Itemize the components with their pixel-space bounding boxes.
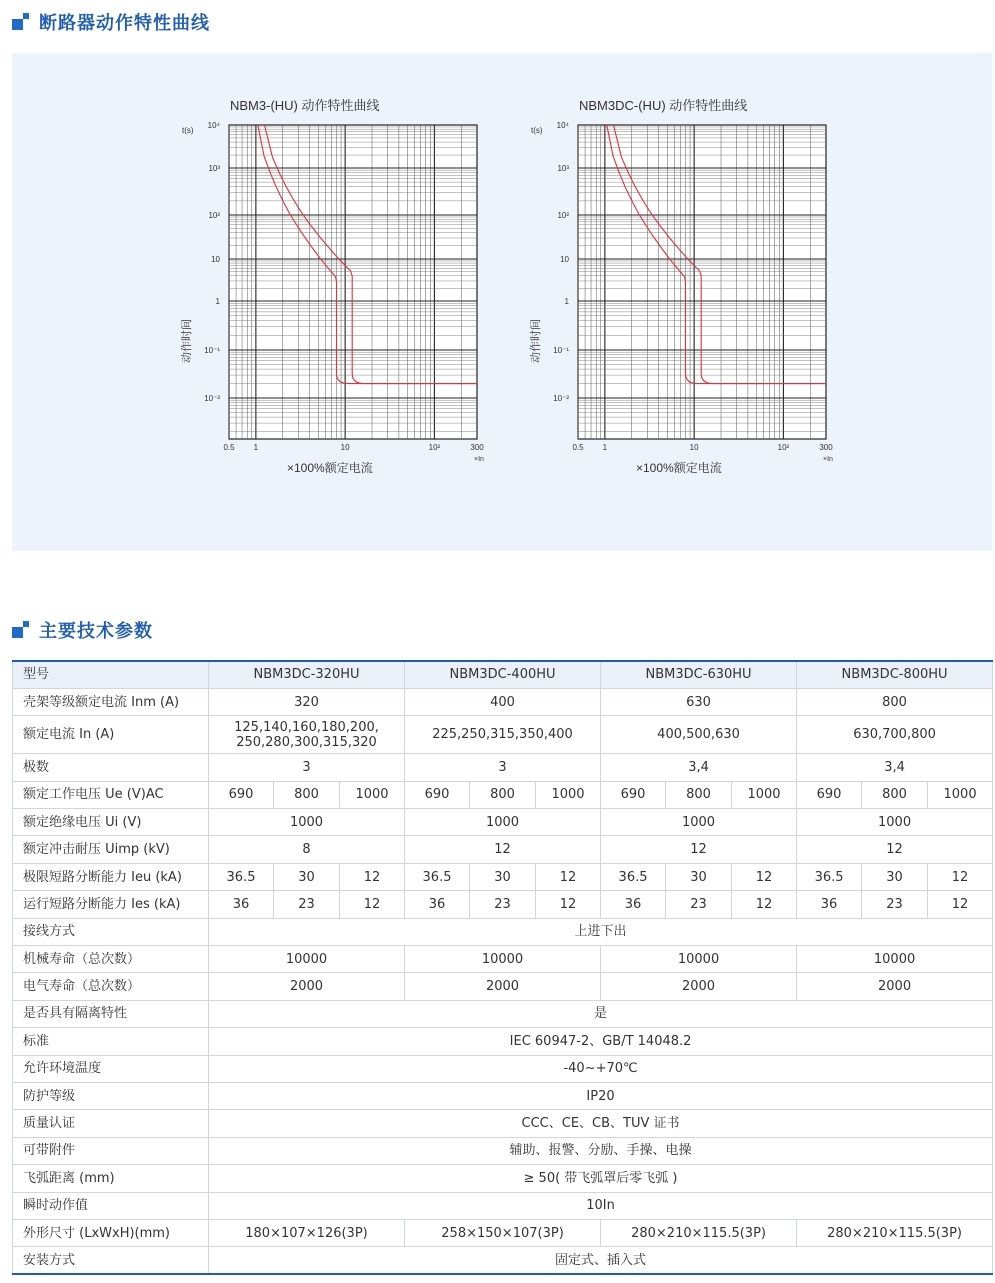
- chart-title: NBM3DC-(HU) 动作特性曲线: [579, 98, 748, 113]
- table-row: [13, 1000, 993, 1027]
- cell: 36.5: [797, 863, 862, 890]
- cell: ≥ 50( 带飞弧罩后零飞弧 ): [209, 1165, 993, 1192]
- cell: 1000: [536, 781, 601, 808]
- cell: 上进下出: [209, 918, 993, 945]
- cell: 2000: [209, 973, 405, 1000]
- cell: 125,140,160,180,200, 250,280,300,315,320: [209, 716, 405, 754]
- cell: 固定式、插入式: [209, 1247, 993, 1274]
- table-row: [13, 1082, 993, 1109]
- cell: 800: [470, 781, 536, 808]
- cell: 3: [405, 754, 601, 781]
- x-tick-label: 10: [689, 443, 699, 452]
- table-row: [13, 781, 993, 808]
- section-title-curves: [12, 8, 210, 36]
- x-tick-label: 10²: [777, 443, 790, 452]
- table-row: [13, 1219, 993, 1246]
- trip-curve-chart: [179, 98, 484, 475]
- table-row: [13, 716, 993, 754]
- cell: 辅助、报警、分励、手操、电操: [209, 1137, 993, 1164]
- y-axis-label: 动作时间: [181, 319, 193, 363]
- model-320: NBM3DC-320HU: [209, 661, 405, 688]
- cell: 36.5: [209, 863, 274, 890]
- model-800: NBM3DC-800HU: [797, 661, 993, 688]
- x-unit-label: ×In: [823, 456, 833, 463]
- cell: 280×210×115.5(3P): [797, 1219, 993, 1246]
- x-tick-label: 0.5: [572, 443, 584, 452]
- table-row: [13, 754, 993, 781]
- cell: 1000: [405, 809, 601, 836]
- y-tick-label: 10⁴: [207, 121, 220, 130]
- table-row: [13, 1110, 993, 1137]
- x-tick-label: 300: [470, 443, 484, 452]
- table-row: [13, 1137, 993, 1164]
- cell: 320: [209, 688, 405, 715]
- table-row: [13, 1192, 993, 1219]
- cell: 36.5: [405, 863, 470, 890]
- row-label: 外形尺寸 (LxWxH)(mm): [13, 1219, 209, 1246]
- chart-title: NBM3-(HU) 动作特性曲线: [230, 98, 380, 113]
- x-tick-label: 300: [819, 443, 833, 452]
- cell: 225,250,315,350,400: [405, 716, 601, 754]
- cell: 36: [797, 891, 862, 918]
- cell: 400,500,630: [601, 716, 797, 754]
- cell: 1000: [209, 809, 405, 836]
- cell: 30: [274, 863, 340, 890]
- table-row: [13, 688, 993, 715]
- x-tick-label: 10: [340, 443, 350, 452]
- x-axis-label: ×100%额定电流: [287, 461, 373, 475]
- cell: 12: [536, 891, 601, 918]
- cell: 10000: [797, 946, 993, 973]
- cell: 23: [274, 891, 340, 918]
- section-title-specs: [12, 616, 153, 644]
- plot-area: [578, 125, 826, 439]
- row-label: 瞬时动作值: [13, 1192, 209, 1219]
- cell: 10In: [209, 1192, 993, 1219]
- x-unit-label: ×In: [474, 456, 484, 463]
- x-tick-label: 10²: [428, 443, 441, 452]
- row-label: 额定绝缘电压 Ui (V): [13, 809, 209, 836]
- y-axis-label: 动作时间: [530, 319, 542, 363]
- model-400: NBM3DC-400HU: [405, 661, 601, 688]
- row-label: 飞弧距离 (mm): [13, 1165, 209, 1192]
- row-label: 壳架等级额定电流 Inm (A): [13, 688, 209, 715]
- row-label: 极数: [13, 754, 209, 781]
- cell: 258×150×107(3P): [405, 1219, 601, 1246]
- y-tick-label: 10²: [557, 211, 569, 220]
- table-row: [13, 918, 993, 945]
- table-row: [13, 1165, 993, 1192]
- table-row: [13, 1247, 993, 1274]
- cell: IP20: [209, 1082, 993, 1109]
- row-label: 质量认证: [13, 1110, 209, 1137]
- x-tick-label: 0.5: [223, 443, 235, 452]
- header-label: 型号: [13, 661, 209, 688]
- row-label: 极限短路分断能力 Ieu (kA): [13, 863, 209, 890]
- row-label: 额定电流 In (A): [13, 716, 209, 754]
- y-tick-label: 10⁴: [556, 121, 569, 130]
- cell: 630,700,800: [797, 716, 993, 754]
- row-label: 机械寿命（总次数）: [13, 946, 209, 973]
- y-tick-label: 1: [564, 297, 569, 306]
- table-row: [13, 973, 993, 1000]
- cell: 36: [601, 891, 666, 918]
- section-bullet-icon: [12, 621, 30, 639]
- cell: -40~+70℃: [209, 1055, 993, 1082]
- chart-panel: [12, 53, 992, 551]
- table-row: [13, 1028, 993, 1055]
- cell: 2000: [797, 973, 993, 1000]
- cell: 800: [862, 781, 928, 808]
- cell: 12: [732, 863, 797, 890]
- y-unit-label: t(s): [182, 126, 194, 135]
- y-tick-label: 10⁻¹: [204, 346, 220, 355]
- cell: 630: [601, 688, 797, 715]
- cell: 30: [470, 863, 536, 890]
- section-title-text: 主要技术参数: [39, 621, 153, 642]
- table-row: [13, 863, 993, 890]
- plot-area: [229, 125, 477, 439]
- cell: 690: [601, 781, 666, 808]
- row-label: 接线方式: [13, 918, 209, 945]
- y-tick-label: 10⁻²: [204, 394, 220, 403]
- cell: 690: [209, 781, 274, 808]
- cell: 1000: [732, 781, 797, 808]
- cell: 2000: [405, 973, 601, 1000]
- cell: 23: [862, 891, 928, 918]
- y-tick-label: 10: [211, 255, 220, 264]
- model-630: NBM3DC-630HU: [601, 661, 797, 688]
- cell: 800: [797, 688, 993, 715]
- row-label: 电气寿命（总次数）: [13, 973, 209, 1000]
- cell: 是: [209, 1000, 993, 1027]
- trip-curve-chart: [528, 98, 833, 475]
- table-row: [13, 946, 993, 973]
- cell: 800: [666, 781, 732, 808]
- cell: 180×107×126(3P): [209, 1219, 405, 1246]
- cell: 30: [862, 863, 928, 890]
- x-axis-label: ×100%额定电流: [636, 461, 722, 475]
- row-label: 标准: [13, 1028, 209, 1055]
- cell: 36.5: [601, 863, 666, 890]
- y-unit-label: t(s): [531, 126, 543, 135]
- cell: 12: [732, 891, 797, 918]
- y-tick-label: 1: [215, 297, 220, 306]
- row-label: 可带附件: [13, 1137, 209, 1164]
- cell: 23: [470, 891, 536, 918]
- y-tick-label: 10: [560, 255, 569, 264]
- cell: 12: [797, 836, 993, 863]
- cell: 1000: [797, 809, 993, 836]
- table-row: [13, 836, 993, 863]
- cell: 690: [797, 781, 862, 808]
- y-tick-label: 10³: [557, 164, 569, 173]
- row-label: 额定冲击耐压 Uimp (kV): [13, 836, 209, 863]
- cell: 400: [405, 688, 601, 715]
- cell: 10000: [601, 946, 797, 973]
- cell: 8: [209, 836, 405, 863]
- table-row: [13, 891, 993, 918]
- row-label: 允许环境温度: [13, 1055, 209, 1082]
- cell: 10000: [209, 946, 405, 973]
- cell: 1000: [928, 781, 993, 808]
- cell: 12: [536, 863, 601, 890]
- section-title-text: 断路器动作特性曲线: [39, 13, 210, 34]
- cell: 3,4: [601, 754, 797, 781]
- cell: 12: [601, 836, 797, 863]
- y-tick-label: 10⁻¹: [553, 346, 569, 355]
- cell: 10000: [405, 946, 601, 973]
- row-label: 防护等级: [13, 1082, 209, 1109]
- y-tick-label: 10⁻²: [553, 394, 569, 403]
- row-label: 额定工作电压 Ue (V)AC: [13, 781, 209, 808]
- table-row: [13, 1055, 993, 1082]
- section-bullet-icon: [12, 13, 30, 31]
- cell: 1000: [601, 809, 797, 836]
- x-tick-label: 1: [602, 443, 608, 452]
- spec-table: [12, 660, 993, 1275]
- row-label: 运行短路分断能力 Ies (kA): [13, 891, 209, 918]
- cell: 3,4: [797, 754, 993, 781]
- cell: 12: [928, 863, 993, 890]
- row-label: 安装方式: [13, 1247, 209, 1274]
- cell: 280×210×115.5(3P): [601, 1219, 797, 1246]
- cell: 1000: [340, 781, 405, 808]
- cell: 12: [405, 836, 601, 863]
- cell: 36: [405, 891, 470, 918]
- cell: 2000: [601, 973, 797, 1000]
- cell: 690: [405, 781, 470, 808]
- y-tick-label: 10²: [208, 211, 220, 220]
- cell: 36: [209, 891, 274, 918]
- charts-svg: [12, 53, 992, 551]
- cell: 30: [666, 863, 732, 890]
- cell: 12: [340, 891, 405, 918]
- table-header-row: [13, 661, 993, 688]
- cell: IEC 60947-2、GB/T 14048.2: [209, 1028, 993, 1055]
- y-tick-label: 10³: [208, 164, 220, 173]
- x-tick-label: 1: [253, 443, 259, 452]
- cell: 12: [340, 863, 405, 890]
- cell: 12: [928, 891, 993, 918]
- row-label: 是否具有隔离特性: [13, 1000, 209, 1027]
- cell: 800: [274, 781, 340, 808]
- cell: 3: [209, 754, 405, 781]
- cell: CCC、CE、CB、TUV 证书: [209, 1110, 993, 1137]
- table-row: [13, 809, 993, 836]
- cell: 23: [666, 891, 732, 918]
